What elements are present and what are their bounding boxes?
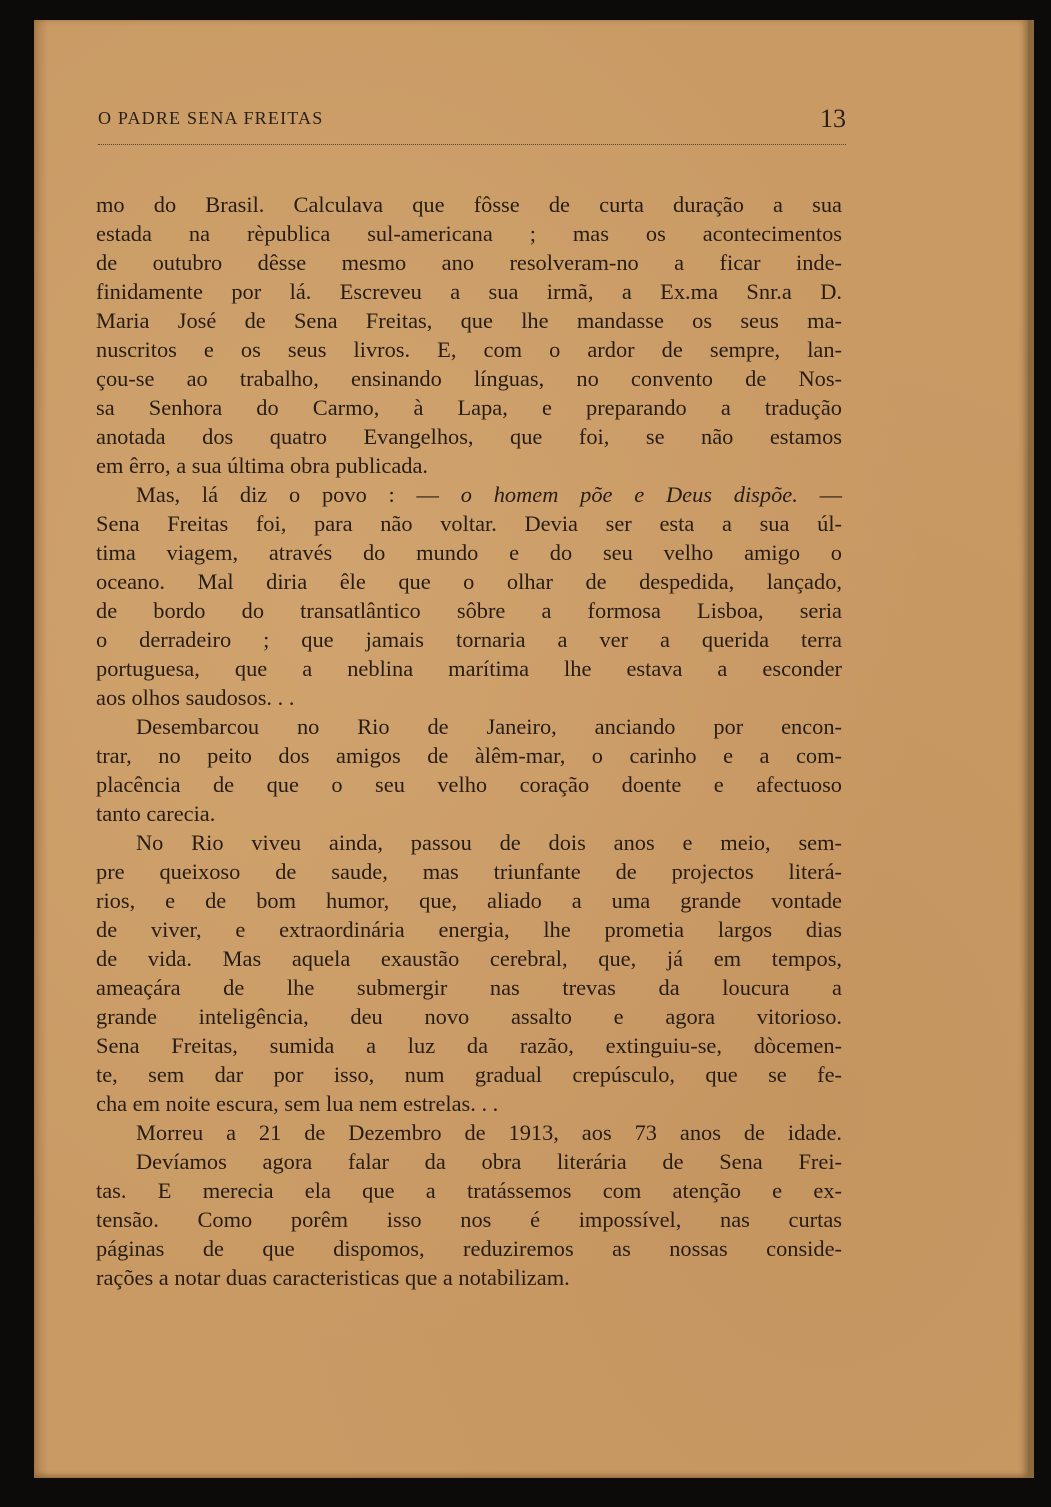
text-line: Morreu a 21 de Dezembro de 1913, aos 73 anos de idade.: [136, 1120, 842, 1145]
text-line: nuscritos e os seus livros. E, com o ardor de sempre, lan-: [96, 337, 842, 362]
text-line: çou-se ao trabalho, ensinando línguas, no convento de Nos-: [96, 366, 842, 391]
text-line: sa Senhora do Carmo, à Lapa, e preparando a tradução: [96, 395, 842, 420]
running-head: O PADRE SENA FREITAS: [98, 108, 324, 128]
text-segment: —: [797, 482, 842, 507]
text-line: grande inteligência, deu novo assalto e agora vitorioso.: [96, 1004, 842, 1029]
text-line: rações a notar duas caracteristicas que a notabilizam.: [96, 1265, 570, 1290]
text-line-with-quote: [96, 480, 842, 509]
text-segment: Mas, lá diz o povo : —: [136, 482, 461, 507]
text-line: placência de que o seu velho coração doente e afectuoso: [96, 772, 842, 797]
text-line: Maria José de Sena Freitas, que lhe mandasse os seus ma-: [96, 308, 842, 333]
text-line: pre queixoso de saude, mas triunfante de projectos literá-: [96, 859, 842, 884]
text-line: Sena Freitas foi, para não voltar. Devia ser esta a sua úl-: [96, 511, 842, 536]
page-spine-shadow: [34, 20, 48, 1478]
text-line: Devíamos agora falar da obra literária de Sena Frei-: [136, 1149, 842, 1174]
page-number: 13: [820, 104, 846, 133]
text-line: anotada dos quatro Evangelhos, que foi, se não estamos: [96, 424, 842, 449]
header-rule: [98, 144, 846, 145]
text-line: Sena Freitas, sumida a luz da razão, extinguiu-se, dòcemen-: [96, 1033, 842, 1058]
text-line: te, sem dar por isso, num gradual crepúsculo, que se fe-: [96, 1062, 842, 1087]
text-line: de bordo do transatlântico sôbre a formosa Lisboa, seria: [96, 598, 842, 623]
proverb-italic: o homem põe e Deus dispõe.: [460, 482, 798, 507]
text-line: tensão. Como porêm isso nos é impossível, nas curtas: [96, 1207, 842, 1232]
text-line: tima viagem, através do mundo e do seu velho amigo o: [96, 540, 842, 565]
text-line: páginas de que dispomos, reduziremos as nossas conside-: [96, 1236, 842, 1261]
text-line: tanto carecia.: [96, 801, 216, 826]
text-line: oceano. Mal diria êle que o olhar de despedida, lançado,: [96, 569, 842, 594]
text-line: em êrro, a sua última obra publicada.: [96, 453, 429, 478]
body-text: [96, 190, 842, 1292]
text-line: trar, no peito dos amigos de àlêm-mar, o carinho e a com-: [96, 743, 842, 768]
text-line: tas. E merecia ela que a tratássemos com atenção e ex-: [96, 1178, 842, 1203]
text-line: portuguesa, que a neblina marítima lhe estava a esconder: [96, 656, 842, 681]
text-line: Desembarcou no Rio de Janeiro, anciando por encon-: [136, 714, 842, 739]
text-line: No Rio viveu ainda, passou de dois anos e meio, sem-: [136, 830, 842, 855]
text-line: ameaçára de lhe submergir nas trevas da loucura a: [96, 975, 842, 1000]
text-line: rios, e de bom humor, que, aliado a uma grande vontade: [96, 888, 842, 913]
text-line: de outubro dêsse mesmo ano resolveram-no a ficar inde-: [96, 250, 842, 275]
text-line: de viver, e extraordinária energia, lhe prometia largos dias: [96, 917, 842, 942]
text-line: cha em noite escura, sem lua nem estrelas. . .: [96, 1091, 499, 1116]
page-header: [98, 88, 846, 133]
text-line: aos olhos saudosos. . .: [96, 685, 295, 710]
text-line: o derradeiro ; que jamais tornaria a ver a querida terra: [96, 627, 842, 652]
text-line: finidamente por lá. Escreveu a sua irmã, a Ex.ma Snr.a D.: [96, 279, 842, 304]
text-line: mo do Brasil. Calculava que fôsse de curta duração a sua: [96, 192, 842, 217]
text-line: estada na rèpublica sul-americana ; mas os acontecimentos: [96, 221, 842, 246]
text-line: de vida. Mas aquela exaustão cerebral, que, já em tempos,: [96, 946, 842, 971]
